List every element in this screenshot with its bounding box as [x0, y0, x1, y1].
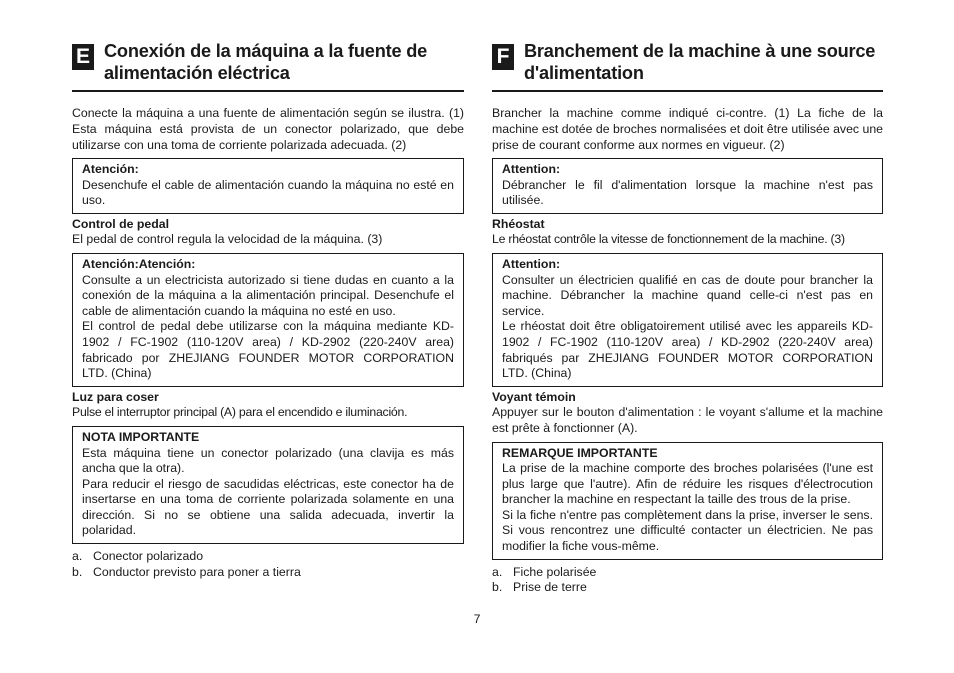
section-title-es-line1: Conexión de la máquina a la fuente de [104, 41, 428, 61]
intro-text-fr: Brancher la machine comme indiqué ci-contre. (1) La fiche de la machine est dotée de broches normalisées et doit être utilisée avec une prise de courant conforme aux normes en vigueur. (2) [492, 106, 883, 152]
section-text-indicator: Appuyer sur le bouton d'alimentation : le voyant s'allume et la machine est prête à fonctionner (A). [492, 405, 883, 435]
spanish-column [72, 40, 464, 580]
section-header-es [72, 40, 464, 84]
language-badge-f: F [492, 44, 514, 70]
section-heading-pedal: Control de pedal [72, 216, 170, 231]
figure-legend-es [72, 549, 464, 580]
important-note-box-fr [492, 442, 883, 560]
attention-box-fr-2 [492, 253, 883, 387]
french-column [492, 40, 883, 596]
attention-paragraph-2: Le rhéostat doit être obligatoirement utilisé avec les appareils KD-1902 / FC-1902 (110-120V area) / KD-2902 (220-240V area) fabriqués par ZHEJIANG FOUNDER MOTOR CORPORATION LTD. (China) [502, 319, 873, 381]
section-title-fr-line2: d'alimentation [524, 63, 644, 83]
important-note-paragraph-2: Si la fiche n'entre pas complètement dans la prise, inverser le sens. Si vous rencontrez une difficulté contacter un électricien. Ne pas modifier la fiche vous-même. [502, 507, 873, 554]
important-note-paragraph-2: Para reducir el riesgo de sacudidas eléctricas, este conector ha de insertarse en una toma de corriente polarizada solamente en una dirección. Si no se obtiene una salida adecuada, invertir la polaridad. [82, 476, 454, 538]
attention-title: Attention: [502, 256, 561, 271]
attention-box-es-2 [72, 253, 464, 387]
legend-marker: a. [72, 549, 83, 564]
language-badge-e: E [72, 44, 94, 70]
important-note-paragraph-1: Esta máquina tiene un conector polarizado (una clavija es más ancha que la otra). [82, 445, 454, 476]
legend-text: Conector polarizado [93, 549, 204, 564]
attention-title: Atención: [82, 162, 139, 176]
attention-paragraph-2: El control de pedal debe utilizarse con la máquina mediante KD-1902 / FC-1902 (110-120V area) / KD-2902 (220-240V area) fabricado por ZHEJIANG FOUNDER MOTOR CORPORATION LTD. (China) [82, 319, 454, 381]
legend-item [492, 580, 883, 596]
legend-item [72, 565, 464, 581]
legend-text: Fiche polarisée [513, 564, 597, 579]
attention-text: Débrancher le fil d'alimentation lorsque la machine n'est pas utilisée. [502, 177, 873, 208]
section-heading-rheostat: Rhéostat [492, 216, 545, 231]
header-rule-es [72, 90, 464, 92]
important-note-title: REMARQUE IMPORTANTE [502, 445, 658, 460]
legend-text: Conductor previsto para poner a tierra [93, 564, 301, 579]
section-title-es-line2: alimentación eléctrica [104, 63, 290, 83]
section-heading-indicator: Voyant témoin [492, 389, 576, 404]
figure-legend-fr [492, 565, 883, 596]
section-title-fr [524, 40, 875, 84]
section-heading-light: Luz para coser [72, 389, 159, 404]
section-text-rheostat: Le rhéostat contrôle la vitesse de fonctionnement de la machine. (3) [492, 232, 845, 247]
intro-text-es: Conecte la máquina a una fuente de alimentación según se ilustra. (1) Esta máquina está provista de un conector polarizado, que debe utilizarse con una toma de corriente polarizada adecuada. (2) [72, 106, 464, 152]
attention-text: Desenchufe el cable de alimentación cuando la máquina no esté en uso. [82, 177, 454, 208]
section-title-es [104, 40, 427, 84]
legend-item [492, 565, 883, 581]
legend-text: Prise de terre [513, 580, 587, 595]
section-text-pedal: El pedal de control regula la velocidad de la máquina. (3) [72, 232, 383, 247]
page-number: 7 [473, 612, 481, 626]
legend-marker: a. [492, 564, 503, 579]
section-title-fr-line1: Branchement de la machine à une source [524, 41, 876, 61]
attention-box-fr-1 [492, 158, 883, 214]
attention-box-es-1 [72, 158, 464, 214]
section-text-light: Pulse el interruptor principal (A) para el encendido e iluminación. [72, 405, 408, 420]
legend-item [72, 549, 464, 565]
legend-marker: b. [72, 564, 83, 579]
important-note-title: NOTA IMPORTANTE [82, 429, 200, 444]
attention-paragraph-1: Consulte a un electricista autorizado si tiene dudas en cuanto a la conexión de la máquina a la alimentación principal. Desenchufe el cable de alimentación cuando la máquina no esté en uso. [82, 272, 454, 318]
section-header-fr [492, 40, 883, 84]
legend-marker: b. [492, 580, 503, 595]
attention-paragraph-1: Consulter un électricien qualifié en cas de doute pour brancher la machine. Débrancher la machine quand celle-ci n'est pas en service. [502, 272, 873, 318]
important-note-paragraph-1: La prise de la machine comporte des broches polarisées (l'une est plus large que l'autre). Afin de réduire les risques d'électrocution brancher la machine en respectant la taille des trous de la prise. [502, 461, 873, 507]
header-rule-fr [492, 90, 883, 92]
attention-title: Atención:Atención: [82, 256, 196, 271]
attention-title: Attention: [502, 162, 561, 176]
important-note-box-es [72, 426, 464, 544]
